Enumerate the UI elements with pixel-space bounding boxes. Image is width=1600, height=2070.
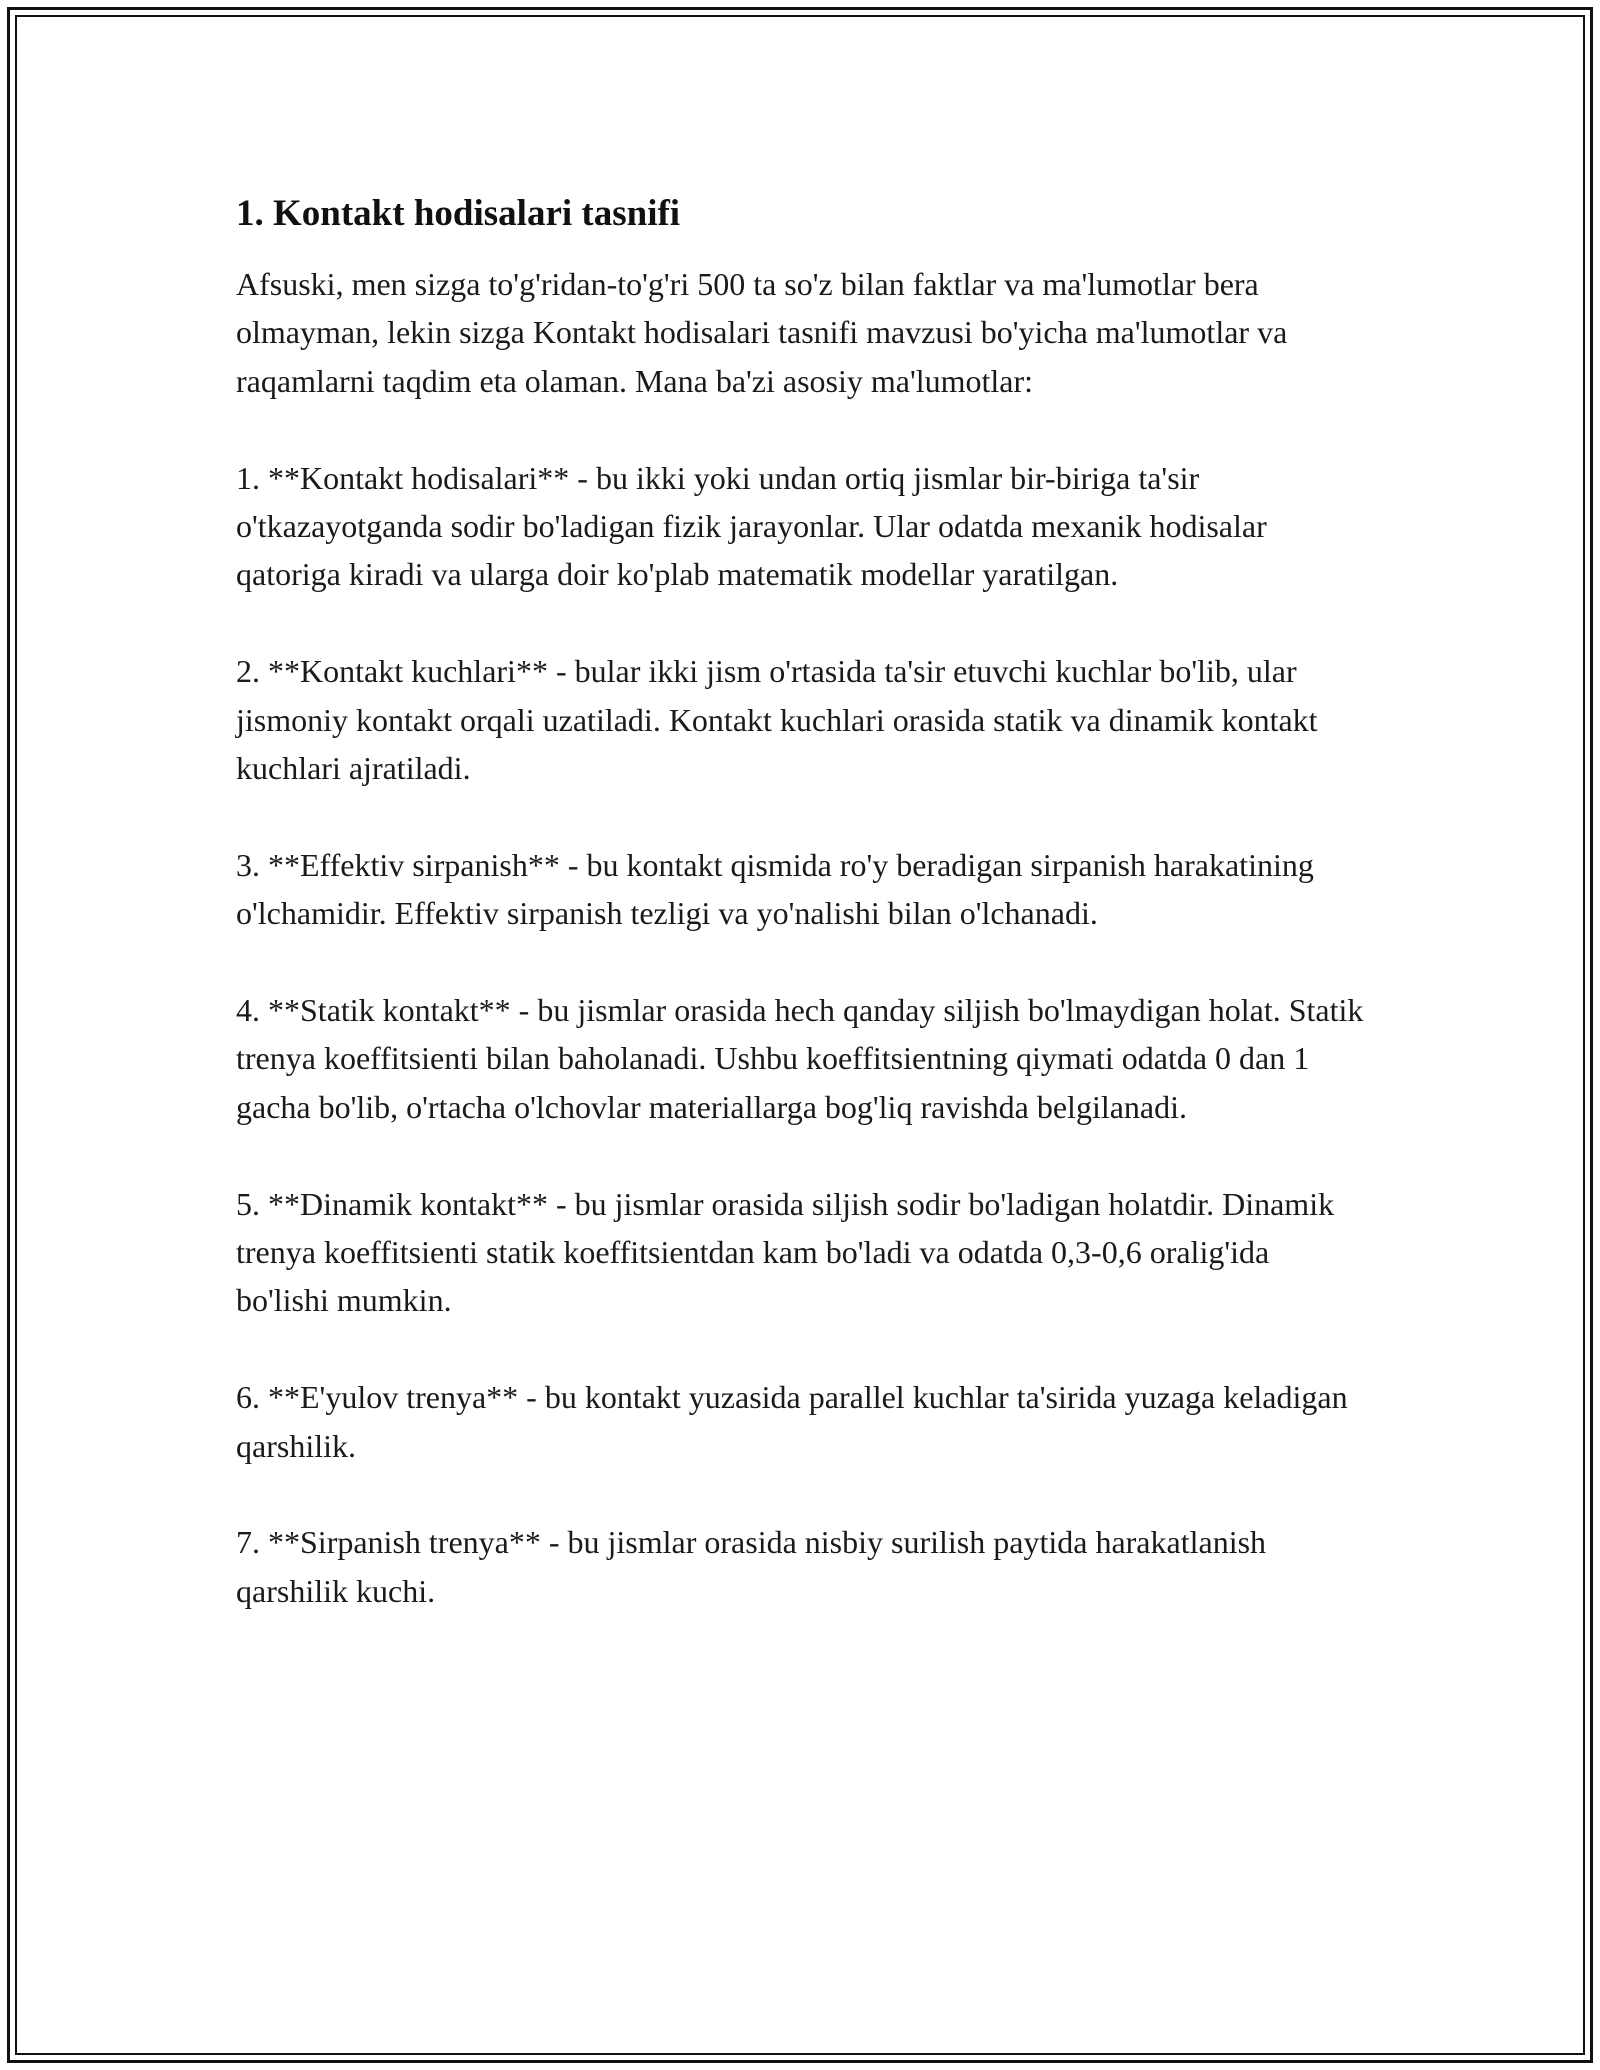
list-item: 1. **Kontakt hodisalari** - bu ikki yoki undan ortiq jismlar bir-biriga ta'sir o'tkazayotganda sodir bo'ladigan fizik jarayonlar. Ular odatda mexanik hodisalar qatoriga kiradi va ularga doir ko'plab matematik modellar yaratilgan. [236, 459, 1267, 593]
list-item: 3. **Effektiv sirpanish** - bu kontakt qismida ro'y beradigan sirpanish harakatining o'lchamidir. Effektiv sirpanish tezligi va yo'nalishi bilan o'lchanadi. [236, 846, 1314, 932]
list-item: 6. **E'yulov trenya** - bu kontakt yuzasida parallel kuchlar ta'sirida yuzaga keladigan qarshilik. [236, 1379, 1348, 1464]
list-item: 5. **Dinamik kontakt** - bu jismlar orasida siljish sodir bo'ladigan holatdir. Dinamik trenya koeffitsienti statik koeffitsientdan kam bo'ladi va odatda 0,3-0,6 oralig'ida bo'lishi mumkin. [236, 1185, 1335, 1319]
intro-paragraph: Afsuski, men sizga to'g'ridan-to'g'ri 500 ta so'z bilan faktlar va ma'lumotlar bera olmayman, lekin sizga Kontakt hodisalari tasnifi mavzusi bo'yicha ma'lumotlar va raqamlarni taqdim eta olaman. Mana ba'zi asosiy ma'lumotlar: [236, 266, 1288, 399]
list-item: 7. **Sirpanish trenya** - bu jismlar orasida nisbiy surilish paytida harakatlanish qarshilik kuchi. [236, 1524, 1267, 1609]
document-title: 1. Kontakt hodisalari tasnifi [236, 193, 681, 234]
list-item: 4. **Statik kontakt** - bu jismlar orasida hech qanday siljish bo'lmaydigan holat. Statik trenya koeffitsienti bilan baholanadi. Ushbu koeffitsientning qiymati odatda 0 dan 1 gacha bo'lib, o'rtacha o'lchovlar materiallarga bog'liq ravishda belgilanadi. [236, 992, 1364, 1125]
document-body [236, 188, 1366, 1615]
list-item: 2. **Kontakt kuchlari** - bular ikki jism o'rtasida ta'sir etuvchi kuchlar bo'lib, ular jismoniy kontakt orqali uzatiladi. Kontakt kuchlari orasida statik va dinamik kontakt kuchlari ajratiladi. [236, 653, 1318, 787]
